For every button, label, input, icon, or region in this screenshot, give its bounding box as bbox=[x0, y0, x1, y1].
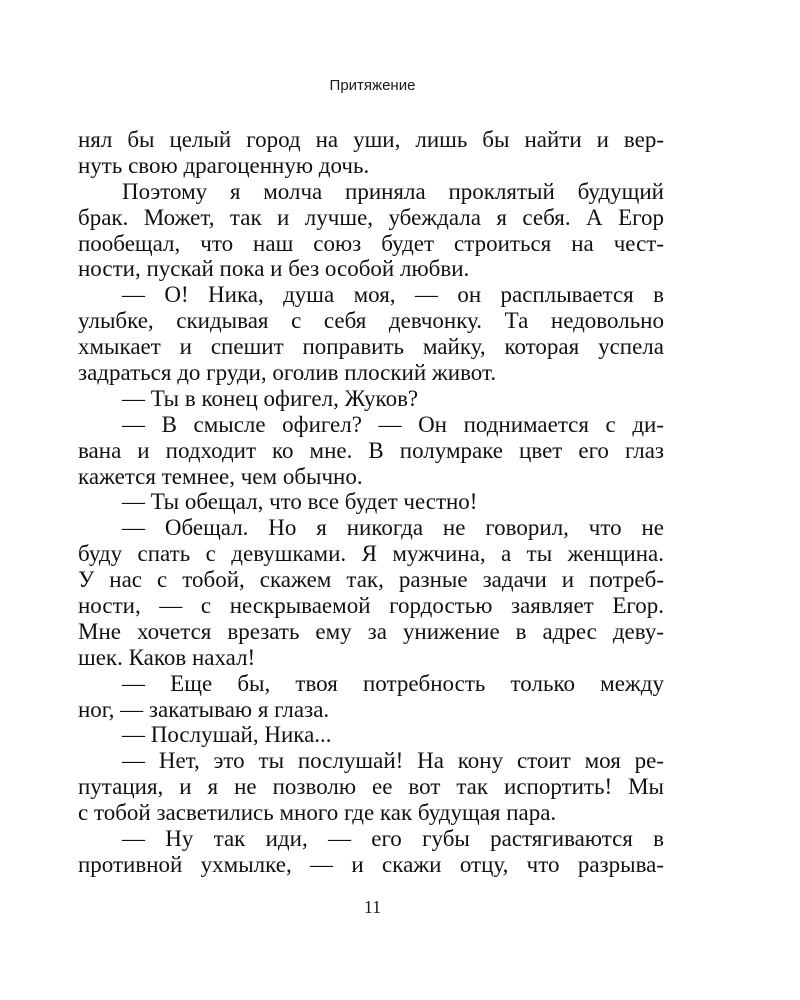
text-line: — Ты обещал, что все будет честно! bbox=[122, 489, 478, 515]
text-line: с тобой засветились много где как будущая пара. bbox=[78, 800, 557, 826]
text-line: кажется темнее, чем обычно. bbox=[78, 463, 363, 489]
text-line: — О! Ника, душа моя, — он расплывается в bbox=[122, 282, 664, 308]
text-line: нял бы целый город на уши, лишь бы найти и вер- bbox=[78, 127, 664, 152]
text-line: — Обещал. Но я никогда не говорил, что не bbox=[122, 515, 664, 541]
text-line: шек. Каков нахал! bbox=[78, 644, 256, 670]
text-line: ности, — с нескрываемой гордостью заявляет Егор. bbox=[78, 593, 664, 619]
text-line: брак. Может, так и лучше, убеждала я себя. А Егор bbox=[78, 204, 664, 230]
text-line: ности, пускай пока и без особой любви. bbox=[78, 256, 470, 282]
text-line: задраться до груди, оголив плоский живот. bbox=[78, 360, 497, 386]
text-line: ног, — закатываю я глаза. bbox=[78, 696, 330, 722]
text-line: противной ухмылке, — и скажи отцу, что разрыва- bbox=[78, 851, 664, 877]
text-line: — Еще бы, твоя потребность только между bbox=[122, 670, 664, 696]
body-text bbox=[78, 127, 664, 878]
text-line: У нас с тобой, скажем так, разные задачи и потреб- bbox=[78, 567, 664, 593]
text-line: — Ты в конец офигел, Жуков? bbox=[122, 385, 419, 411]
text-line: пообещал, что наш союз будет строиться на чест- bbox=[78, 230, 664, 256]
text-line: улыбке, скидывая с себя девчонку. Та недовольно bbox=[78, 308, 664, 334]
text-line: — В смысле офигел? — Он поднимается с ди- bbox=[122, 411, 664, 437]
text-line: буду спать с девушками. Я мужчина, а ты женщина. bbox=[78, 541, 664, 567]
text-line: Мне хочется врезать ему за унижение в адрес деву- bbox=[78, 618, 664, 644]
running-header: Притяжение bbox=[329, 77, 416, 94]
text-line: путация, и я не позволю ее вот так испортить! Мы bbox=[78, 774, 664, 800]
text-line: Поэтому я молча приняла проклятый будущий bbox=[122, 178, 664, 204]
text-line: хмыкает и спешит поправить майку, которая успела bbox=[78, 334, 664, 360]
text-line: вана и подходит ко мне. В полумраке цвет его глаз bbox=[78, 437, 664, 463]
text-line: — Послушай, Ника... bbox=[122, 722, 332, 748]
text-line: — Нет, это ты послушай! На кону стоит моя ре- bbox=[122, 748, 664, 774]
text-line: нуть свою драгоценную дочь. bbox=[78, 152, 370, 178]
page-number: 11 bbox=[363, 897, 382, 917]
text-line: — Ну так иди, — его губы растягиваются в bbox=[122, 826, 664, 852]
